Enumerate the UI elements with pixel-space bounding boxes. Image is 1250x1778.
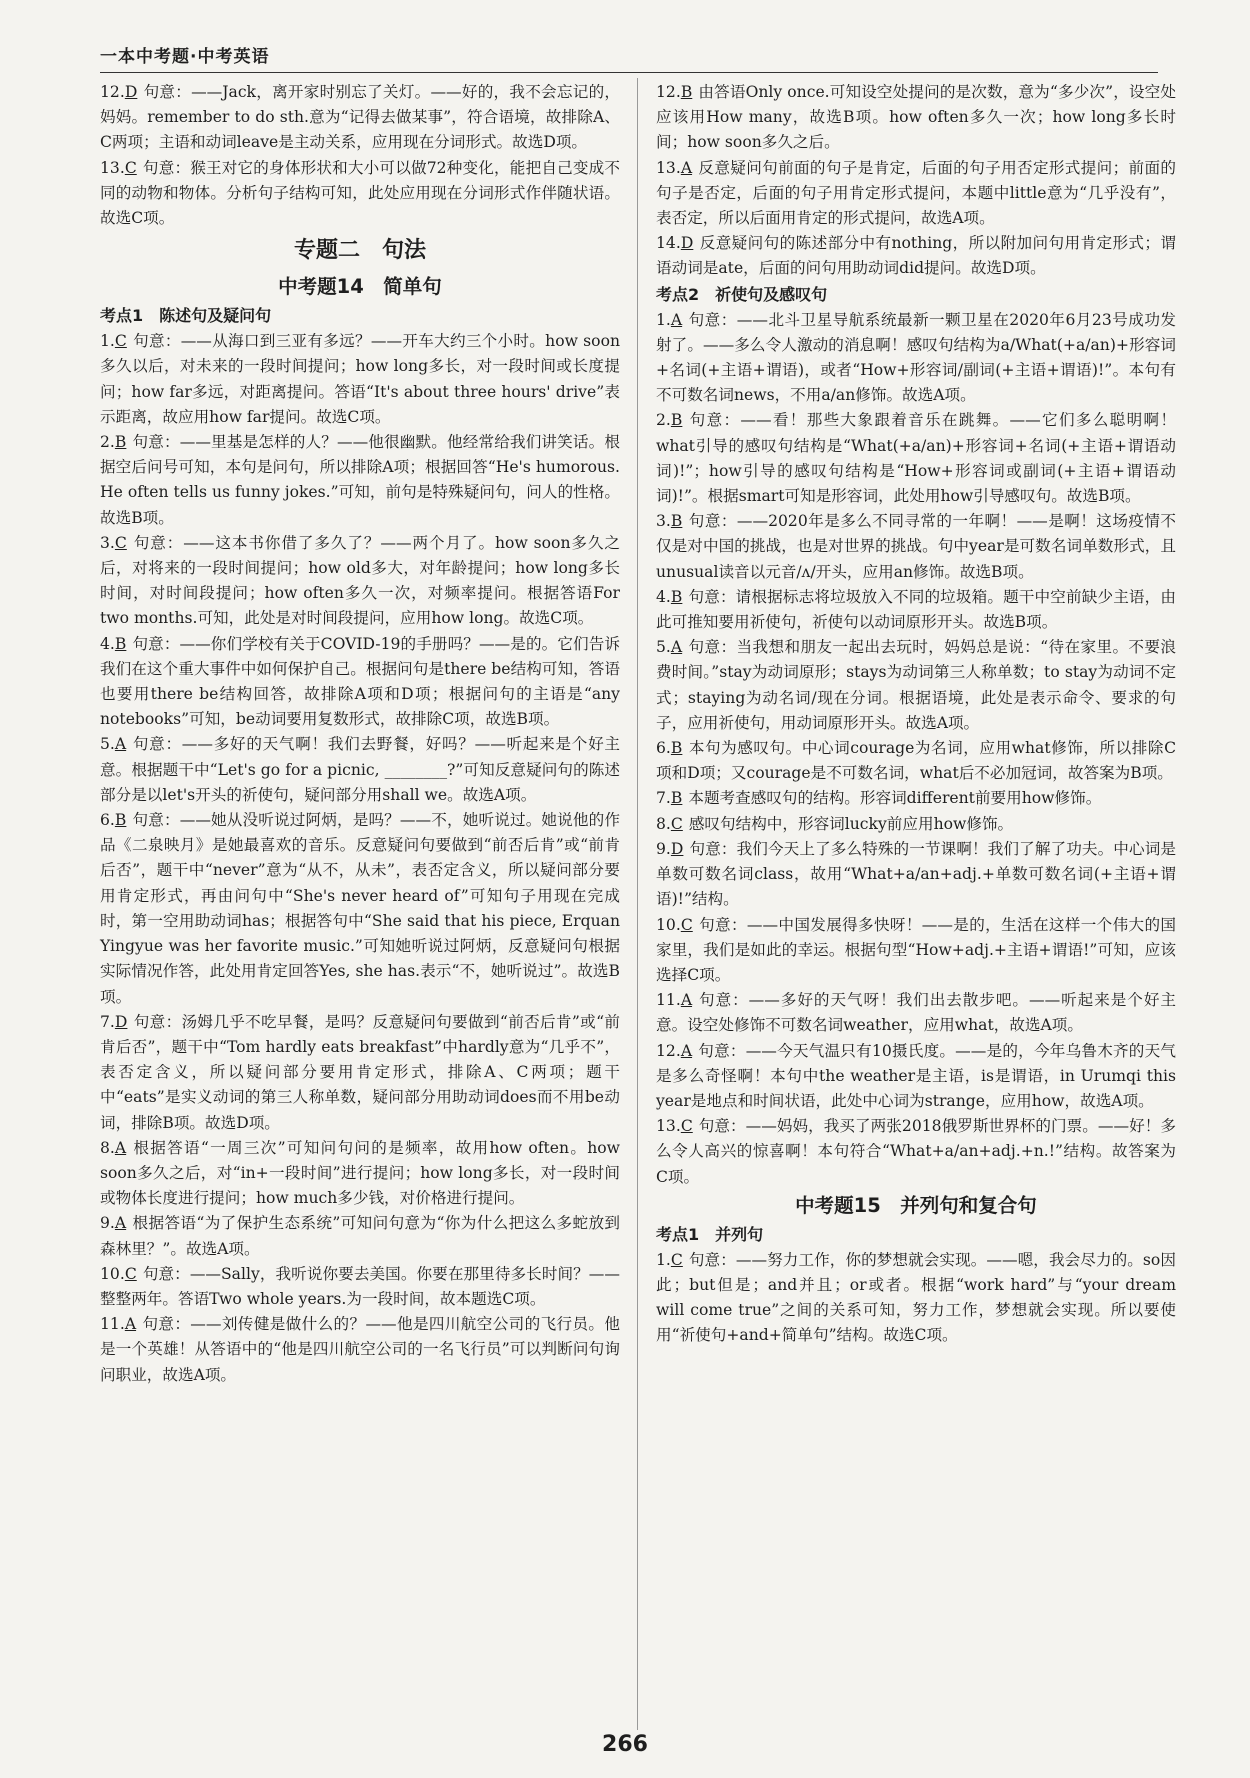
answer-item bbox=[100, 632, 620, 733]
answer-letter: B bbox=[114, 433, 127, 452]
explanation-text: 句意：——看！那些大象跟着音乐在跳舞。——它们多么聪明啊！what引导的感叹句结构是“What(+a/an)+形容词+名词(+主语+谓语动词)!”；how引导的感叹句结构是“How+形容词或副词(+主语+谓语动词)!”。根据smart可知是形容词，此处用how引导感叹句。故选B项。 bbox=[656, 411, 1176, 506]
explanation-text: 句意：——2020年是多么不同寻常的一年啊！——是啊！这场疫情不仅是对中国的挑战，也是对世界的挑战。句中year是可数名词单数形式，且unusual读音以元音/ʌ/开头，应用an修饰。故选B项。 bbox=[656, 512, 1176, 581]
answer-letter: C bbox=[680, 915, 693, 934]
explanation-text: 句意：——里基是怎样的人？——他很幽默。他经常给我们讲笑话。根据空后问号可知，本句是问句，所以排除A项；根据回答“He's humorous. He often tells us funny jokes.”可知，前句是特殊疑问句，问人的性格。故选B项。 bbox=[100, 433, 620, 527]
explanation-text: 根据答语“为了保护生态系统”可知问句意为“你为什么把这么多蛇放到森林里？”。故选A项。 bbox=[100, 1214, 620, 1258]
item-number: 5. bbox=[656, 638, 671, 657]
left-answer-list bbox=[100, 329, 620, 1388]
explanation-text: 反意疑问句的陈述部分中有nothing，所以附加问句用肯定形式；谓语动词是ate，后面的问句用助动词did提问。故选D项。 bbox=[656, 234, 1176, 278]
explanation-text: 句意：——刘传健是做什么的？——他是四川航空公司的飞行员。他是一个英雄！从答语中的“他是四川航空公司的一名飞行员”可以判断问句询问职业，故选A项。 bbox=[100, 1315, 620, 1384]
running-header: 一本中考题·中考英语 bbox=[100, 47, 270, 67]
answer-item bbox=[100, 329, 620, 430]
item-number: 4. bbox=[656, 587, 671, 606]
item-number: 13. bbox=[656, 158, 681, 177]
answer-item bbox=[100, 1010, 620, 1136]
explanation-text: 本题考查感叹句的结构。形容词different前要用how修饰。 bbox=[688, 789, 1102, 808]
answer-letter: C bbox=[124, 1264, 137, 1283]
item-number: 7. bbox=[656, 789, 671, 808]
answer-letter: A bbox=[680, 1041, 693, 1060]
explanation-text: 根据答语“一周三次”可知问句问的是频率，故用how often。how soon多久之后，对“in+一段时间”进行提问；how long多长，对一段时间或物体长度进行提问；how much多少钱，对价格进行提问。 bbox=[100, 1138, 620, 1208]
kaodian-2-heading: 考点2 祈使句及感叹句 bbox=[656, 284, 828, 304]
item-number: 11. bbox=[656, 991, 681, 1010]
item-number: 3. bbox=[656, 512, 671, 531]
item-number: 9. bbox=[100, 1214, 115, 1233]
answer-item bbox=[656, 1248, 1176, 1349]
left-column bbox=[100, 80, 620, 1388]
answer-item bbox=[656, 1114, 1176, 1190]
answer-letter: A bbox=[680, 991, 693, 1010]
section-title: 专题二 句法 bbox=[293, 238, 426, 264]
item-number: 5. bbox=[100, 735, 115, 754]
answer-item bbox=[656, 408, 1176, 509]
answer-item bbox=[656, 812, 1176, 837]
answer-letter: D bbox=[680, 234, 694, 253]
answer-letter: B bbox=[680, 83, 693, 101]
answer-item bbox=[656, 635, 1176, 736]
answer-item bbox=[656, 308, 1176, 409]
explanation-text: 感叹句结构中，形容词lucky前应用how修饰。 bbox=[688, 814, 1014, 833]
answer-item bbox=[656, 509, 1176, 585]
answer-letter: A bbox=[114, 1138, 127, 1157]
explanation-text: 句意：我们今天上了多么特殊的一节课啊！我们了解了功夫。中心词是单数可数名词class，故用“What+a/an+adj.+单数可数名词(+主语+谓语)!”结构。 bbox=[656, 839, 1176, 909]
explanation-text: 句意：当我想和朋友一起出去玩时，妈妈总是说：“待在家里。不要浪费时间。”stay为动词原形；stays为动词第三人称单数；to stay为动词不定式；staying为动名词/现在分词。根据语境，此处是表示命令、要求的句子，应用祈使句，用动词原形开头。故选A项。 bbox=[656, 638, 1176, 732]
answer-letter: B bbox=[670, 739, 683, 758]
item-number: 10. bbox=[656, 915, 681, 934]
answer-item bbox=[100, 1262, 620, 1312]
explanation-text: 句意：猴王对它的身体形状和大小可以做72种变化，能把自己变成不同的动物和物体。分析句子结构可知，此处应用现在分词形式作伴随状语。故选C项。 bbox=[100, 158, 620, 228]
explanation-text: 句意：——今天气温只有10摄氏度。——是的，今年乌鲁木齐的天气是多么奇怪啊！本句中the weather是主语，is是谓语，in Urumqi this year是地点和时间状语，此处中心词为strange，应用how，故选A项。 bbox=[656, 1041, 1176, 1110]
column-divider bbox=[637, 78, 638, 1730]
kaodian-3-heading: 考点1 并列句 bbox=[656, 1224, 764, 1244]
answer-item bbox=[100, 1211, 620, 1261]
item-number: 3. bbox=[100, 533, 115, 552]
sub-title-15: 中考题15 并列句和复合句 bbox=[795, 1193, 1037, 1217]
item-number: 9. bbox=[656, 839, 671, 858]
item-number: 12. bbox=[656, 83, 681, 101]
item-number: 8. bbox=[100, 1138, 115, 1157]
answer-letter: A bbox=[114, 1214, 127, 1233]
answer-letter: A bbox=[670, 310, 683, 329]
answer-letter: B bbox=[114, 634, 127, 653]
answer-letter: C bbox=[114, 332, 127, 351]
explanation-text: 由答语Only once.可知设空处提问的是次数，意为“多少次”，设空处应该用How many，故选B项。how often多久一次；how long多长时间；how soon多久之后。 bbox=[656, 83, 1176, 152]
answer-letter: C bbox=[124, 158, 137, 177]
answer-item bbox=[100, 808, 620, 1010]
answer-letter: B bbox=[670, 587, 683, 606]
explanation-text: 句意：——努力工作，你的梦想就会实现。——嗯，我会尽力的。so因此；but但是；and并且；or或者。根据“work hard”与“your dream will come true”之间的关系可知，努力工作，梦想就会实现。所以要使用“祈使句+and+简单句”结构。故选C项。 bbox=[656, 1250, 1176, 1345]
answer-letter: C bbox=[680, 1117, 693, 1136]
explanation-text: 句意：——Sally，我听说你要去美国。你要在那里待多长时间？——整整两年。答语Two whole years.为一段时间，故本题选C项。 bbox=[100, 1264, 620, 1308]
item-number: 14. bbox=[656, 234, 681, 253]
sub-title-14: 中考题14 简单句 bbox=[278, 275, 442, 299]
explanation-text: 句意：——妈妈，我买了两张2018俄罗斯世界杯的门票。——好！多么令人高兴的惊喜啊！本句符合“What+a/an+adj.+n.!”结构。故答案为C项。 bbox=[656, 1117, 1176, 1186]
item-number: 7. bbox=[100, 1012, 115, 1031]
answer-letter: B bbox=[670, 411, 683, 430]
right-bottom-items bbox=[656, 1248, 1176, 1349]
item-number: 11. bbox=[100, 1315, 125, 1334]
answer-letter: C bbox=[670, 1250, 683, 1269]
item-number: 4. bbox=[100, 634, 115, 653]
item-number: 10. bbox=[100, 1264, 125, 1283]
answer-item bbox=[656, 231, 1176, 281]
explanation-text: 句意：——中国发展得多快呀！——是的，生活在这样一个伟大的国家里，我们是如此的幸运。根据句型“How+adj.+主语+谓语!”可知，应该选择C项。 bbox=[656, 915, 1176, 984]
answer-item bbox=[656, 156, 1176, 232]
answer-item bbox=[656, 585, 1176, 635]
answer-letter: A bbox=[124, 1315, 137, 1334]
answer-item bbox=[656, 988, 1176, 1038]
item-number: 6. bbox=[100, 811, 115, 830]
answer-letter: D bbox=[124, 83, 138, 101]
right-column bbox=[656, 80, 1176, 1349]
answer-item bbox=[656, 837, 1176, 913]
header-rule bbox=[100, 72, 1158, 73]
answer-item bbox=[656, 80, 1176, 156]
answer-item bbox=[100, 80, 620, 156]
kaodian-1-heading: 考点1 陈述句及疑问句 bbox=[100, 306, 272, 326]
explanation-text: 句意：——她从没听说过阿炳，是吗？——不，她听说过。她说他的作品《二泉映月》是她最喜欢的音乐。反意疑问句要做到“前否后肯”或“前肯后否”，题干中“never”意为“从不，从未”，表否定含义，所以疑问部分要用肯定形式，再由问句中“She's never heard of”可知句子用现在完成时，第一空用助动词has；根据答句中“She said that his piece, Erquan Yingyue was her favorite music.”可知她听说过阿炳，反意疑问句根据实际情况作答，此处用肯定回答Yes, she has.表示“不，她听说过”。故选B项。 bbox=[100, 811, 620, 1006]
explanation-text: 句意：请根据标志将垃圾放入不同的垃圾箱。题干中空前缺少主语，由此可推知要用祈使句，祈使句以动词原形开头。故选B项。 bbox=[656, 587, 1176, 632]
answer-letter: C bbox=[114, 533, 127, 552]
answer-item bbox=[100, 430, 620, 531]
answer-item bbox=[100, 156, 620, 232]
answer-item bbox=[100, 732, 620, 808]
answer-letter: A bbox=[670, 638, 683, 657]
explanation-text: 句意：——Jack，离开家时别忘了关灯。——好的，我不会忘记的，妈妈。remember to do sth.意为“记得去做某事”，符合语境，故排除A、C两项；主语和动词leave是主动关系，应用现在分词形式。故选D项。 bbox=[100, 83, 620, 152]
answer-letter: B bbox=[670, 789, 683, 808]
left-top-items bbox=[100, 80, 620, 231]
answer-item bbox=[656, 736, 1176, 786]
answer-letter: C bbox=[670, 814, 683, 833]
right-answer-list bbox=[656, 308, 1176, 1190]
answer-item bbox=[100, 1136, 620, 1212]
explanation-text: 句意：——多好的天气啊！我们去野餐，好吗？——听起来是个好主意。根据题干中“Let's go for a picnic, ________?”可知反意疑问句的陈述部分是以let's开头的祈使句，疑问部分用shall we。故选A项。 bbox=[100, 735, 620, 804]
item-number: 1. bbox=[100, 332, 115, 351]
item-number: 1. bbox=[656, 1250, 671, 1269]
answer-letter: B bbox=[670, 512, 683, 531]
explanation-text: 句意：——从海口到三亚有多远？——开车大约三个小时。how soon多久以后，对未来的一段时间提问；how long多长，对一段时间或长度提问；how far多远，对距离提问。答语“It's about three hours' drive”表示距离，故应用how far提问。故选C项。 bbox=[100, 332, 620, 426]
item-number: 1. bbox=[656, 310, 671, 329]
answer-letter: D bbox=[114, 1012, 128, 1031]
item-number: 2. bbox=[100, 433, 115, 452]
item-number: 2. bbox=[656, 411, 671, 430]
answer-item bbox=[100, 1312, 620, 1388]
answer-letter: D bbox=[670, 839, 684, 858]
item-number: 12. bbox=[100, 83, 125, 101]
item-number: 13. bbox=[100, 158, 125, 177]
answer-item bbox=[100, 531, 620, 632]
item-number: 6. bbox=[656, 739, 671, 758]
item-number: 8. bbox=[656, 814, 671, 833]
item-number: 13. bbox=[656, 1117, 681, 1136]
page-number: 266 bbox=[602, 1732, 648, 1757]
explanation-text: 反意疑问句前面的句子是肯定，后面的句子用否定形式提问；前面的句子是否定，后面的句子用肯定形式提问，本题中little意为“几乎没有”，表否定，所以后面用肯定的形式提问，故选A项。 bbox=[656, 158, 1176, 228]
explanation-text: 句意：——这本书你借了多久了？——两个月了。how soon多久之后，对将来的一段时间提问；how old多大，对年龄提问；how long多长时间，对时间段提问；how often多久一次，对频率提问。根据答语For two months.可知，此处是对时间段提问，应用how long。故选C项。 bbox=[100, 533, 620, 628]
answer-item bbox=[656, 1039, 1176, 1115]
right-top-items bbox=[656, 80, 1176, 282]
explanation-text: 句意：汤姆几乎不吃早餐，是吗？反意疑问句要做到“前否后肯”或“前肯后否”，题干中“Tom hardly eats breakfast”中hardly意为“几乎不”，表否定含义，所以疑问部分要用肯定形式，排除A、C两项；题干中“eats”是实义动词的第三人称单数，疑问部分用助动词does而不用be动词，排除B项。故选D项。 bbox=[100, 1012, 620, 1132]
answer-letter: B bbox=[114, 811, 127, 830]
explanation-text: 本句为感叹句。中心词courage为名词，应用what修饰，所以排除C项和D项；又courage是不可数名词，what后不必加冠词，故答案为B项。 bbox=[656, 739, 1176, 783]
explanation-text: 句意：——多好的天气呀！我们出去散步吧。——听起来是个好主意。设空处修饰不可数名词weather，应用what，故选A项。 bbox=[656, 991, 1176, 1035]
answer-letter: A bbox=[680, 158, 693, 177]
explanation-text: 句意：——你们学校有关于COVID-19的手册吗？——是的。它们告诉我们在这个重大事件中如何保护自己。根据问句是there be结构可知，答语也要用there be结构回答，故排除A项和D项；根据问句的主语是“any notebooks”可知，be动词要用复数形式，故排除C项，故选B项。 bbox=[100, 634, 620, 729]
explanation-text: 句意：——北斗卫星导航系统最新一颗卫星在2020年6月23号成功发射了。——多么令人激动的消息啊！感叹句结构为a/What(+a/an)+形容词+名词(+主语+谓语)，或者“How+形容词/副词(+主语+谓语)!”。本句有不可数名词news，不用a/an修饰。故选A项。 bbox=[656, 310, 1176, 405]
item-number: 12. bbox=[656, 1041, 681, 1060]
answer-item bbox=[656, 913, 1176, 989]
answer-letter: A bbox=[114, 735, 127, 754]
answer-item bbox=[656, 786, 1176, 811]
